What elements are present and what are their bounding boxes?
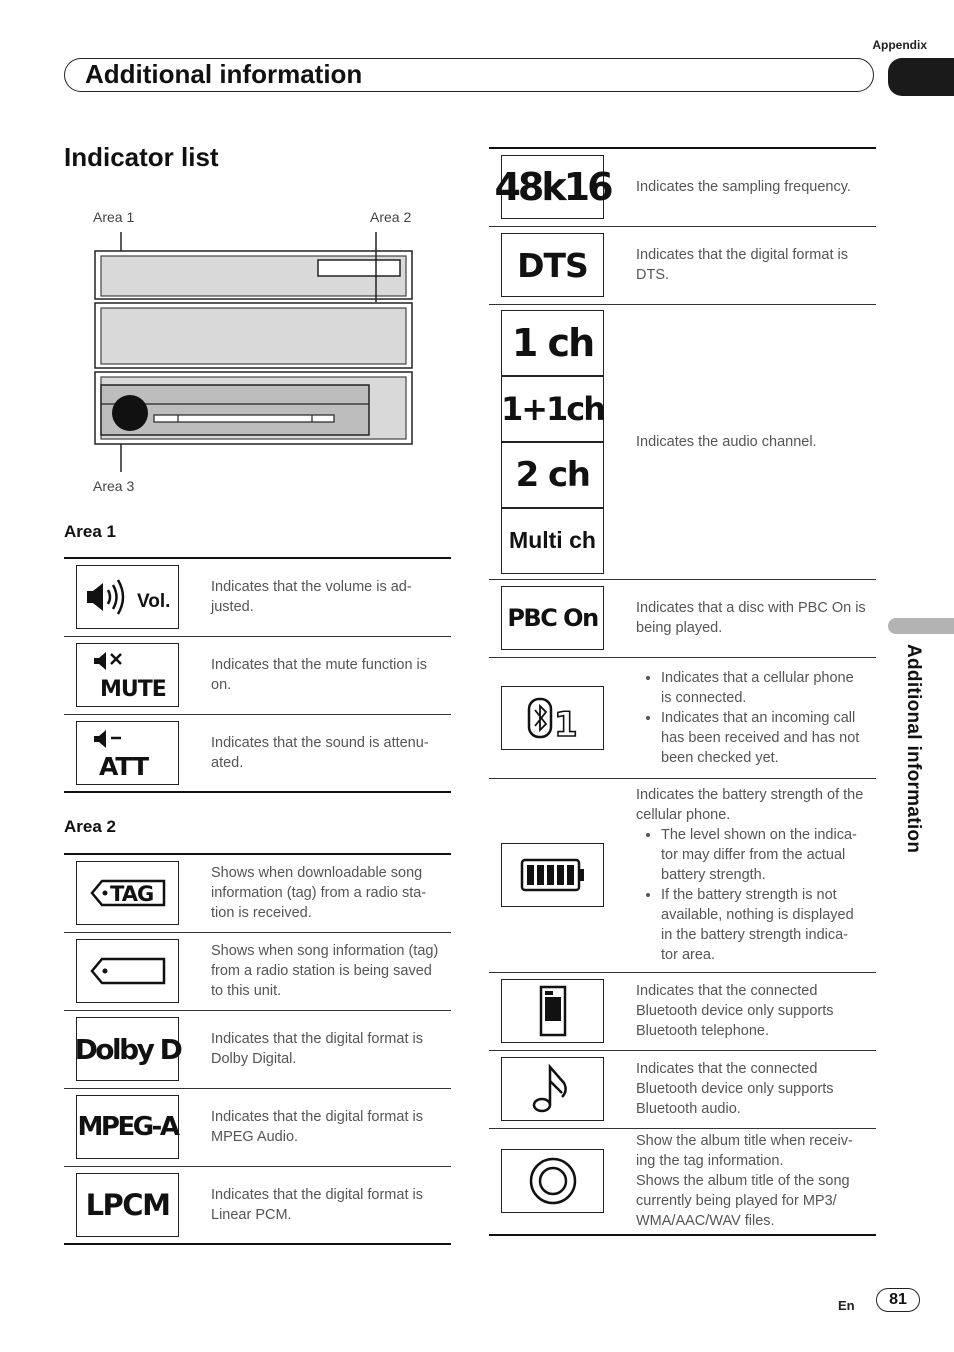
section-tab [888, 618, 954, 634]
pbc-on-icon: PBC On [501, 586, 604, 650]
table-row [489, 1050, 876, 1128]
dts-description: Indicates that the digital format is DTS. [626, 226, 876, 304]
side-tab-label: Additional information [903, 644, 924, 854]
mpeg-audio-icon: MPEG-A [76, 1095, 179, 1159]
dts-icon: DTS [501, 233, 604, 297]
list-item: • Indicates that an incoming call has been received and has not been checked yet. [661, 708, 868, 768]
table-row [489, 1128, 876, 1235]
table-row [489, 972, 876, 1050]
tag-saved-description: Shows when song information (tag) from a radio station is being saved to this unit. [201, 932, 451, 1010]
volume-icon [76, 565, 179, 629]
svg-text:MUTE: MUTE [99, 677, 166, 702]
sampling-frequency-icon: 48k16 [501, 155, 604, 219]
attenuate-icon [76, 721, 179, 785]
area3-label: Area 3 [93, 478, 135, 494]
battery-description [626, 778, 876, 972]
mute-description: Indicates that the mute function is on. [201, 636, 451, 714]
album-desc-1: Show the album title when receiv- ing the tag information. [636, 1133, 853, 1170]
bluetooth-description [626, 657, 876, 778]
area1-table [64, 557, 451, 793]
table-row [489, 657, 876, 778]
svg-text:1: 1 [553, 704, 578, 745]
bt-telephone-icon [501, 979, 604, 1043]
appendix-label: Appendix [872, 38, 927, 52]
svg-text:TAG: TAG [109, 882, 153, 907]
album-desc-2: Shows the album title of the song currently being played for MP3/ WMA/AAC/WAV files. [636, 1173, 850, 1230]
channel-description: Indicates the audio channel. [626, 304, 876, 579]
table-row [489, 148, 876, 226]
channel-multi-icon: Multi ch [501, 508, 604, 574]
bt-telephone-description: Indicates that the connected Bluetooth device only supports Bluetooth telephone. [626, 972, 876, 1050]
table-row [64, 714, 451, 792]
attenuate-description: Indicates that the sound is attenu- ated. [201, 714, 451, 792]
battery-icon [501, 843, 604, 907]
list-item: • Indicates that a cellular phone is connected. [661, 668, 868, 708]
svg-text:ATT: ATT [98, 751, 148, 781]
battery-intro: Indicates the battery strength of the cellular phone. [636, 787, 864, 823]
area2-table [64, 853, 451, 1245]
bt-audio-icon [501, 1057, 604, 1121]
volume-description: Indicates that the volume is ad- justed. [201, 558, 451, 636]
table-row [489, 226, 876, 304]
lpcm-icon: LPCM [76, 1173, 179, 1237]
language-label: En [838, 1298, 855, 1313]
mpeg-audio-description: Indicates that the digital format is MPEG Audio. [201, 1088, 451, 1166]
table-row [489, 778, 876, 972]
table-row [64, 854, 451, 932]
album-disc-icon [501, 1149, 604, 1213]
table-row [64, 1010, 451, 1088]
pbc-description: Indicates that a disc with PBC On is being played. [626, 579, 876, 657]
page-title: Indicator list [64, 142, 219, 172]
area2-heading: Area 2 [64, 817, 116, 836]
mute-icon [76, 643, 179, 707]
area1-heading: Area 1 [64, 522, 116, 541]
list-item: • If the battery strength is not available, nothing is displayed in the battery strength indica- tor area. [661, 885, 868, 965]
table-row [64, 1166, 451, 1244]
lpcm-description: Indicates that the digital format is Linear PCM. [201, 1166, 451, 1244]
table-row [64, 932, 451, 1010]
table-row [489, 304, 876, 579]
area2-label: Area 2 [370, 209, 412, 225]
list-item: • The level shown on the indica- tor may differ from the actual battery strength. [661, 825, 868, 885]
svg-text:Vol.: Vol. [136, 591, 170, 613]
tag-icon [76, 861, 179, 925]
display-layout-diagram [88, 228, 422, 476]
album-description [626, 1128, 876, 1235]
table-row [64, 636, 451, 714]
tag-description: Shows when downloadable song information (tag) from a radio sta- tion is received. [201, 854, 451, 932]
bluetooth-phone-icon [501, 686, 604, 750]
channel-2ch-icon: 2 ch [501, 442, 604, 508]
tag-saved-icon [76, 939, 179, 1003]
table-row [489, 579, 876, 657]
channel-1ch-icon: 1 ch [501, 310, 604, 376]
channel-1plus1ch-icon: 1+1ch [501, 376, 604, 442]
dolby-digital-icon: Dolby D [76, 1017, 179, 1081]
table-row [64, 558, 451, 636]
bt-audio-description: Indicates that the connected Bluetooth device only supports Bluetooth audio. [626, 1050, 876, 1128]
section-title: Additional information [85, 59, 363, 89]
page-number: 81 [876, 1288, 920, 1312]
appendix-tab [888, 58, 954, 96]
dolby-digital-description: Indicates that the digital format is Dolby Digital. [201, 1010, 451, 1088]
indicator-table-right [489, 147, 876, 1236]
table-row [64, 1088, 451, 1166]
sampling-description: Indicates the sampling frequency. [626, 148, 876, 226]
area1-label: Area 1 [93, 209, 135, 225]
